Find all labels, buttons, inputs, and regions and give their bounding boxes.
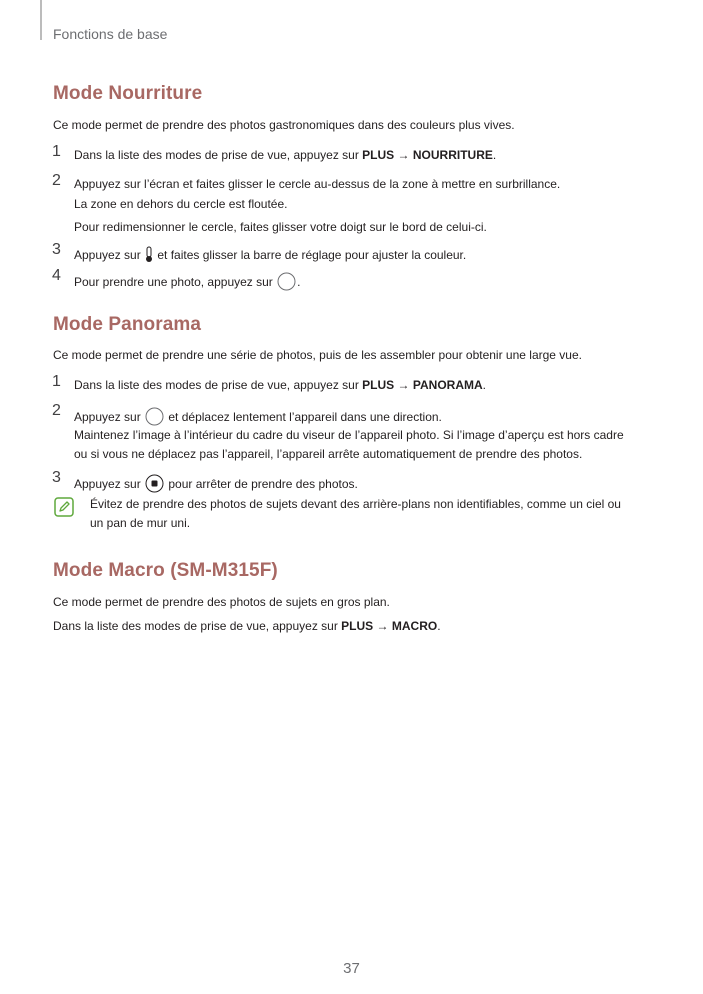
period: . bbox=[482, 378, 486, 392]
food-step-2-number: 2 bbox=[52, 172, 61, 189]
food-step-1 bbox=[74, 148, 496, 162]
panorama-mode-title: Mode Panorama bbox=[53, 314, 202, 335]
panorama-step-3 bbox=[74, 474, 358, 496]
food-step-3-number: 3 bbox=[52, 241, 61, 258]
food-step-2-line-1: Appuyez sur l’écran et faites glisser le cercle au-dessus de la zone à mettre en surbrillance. bbox=[74, 177, 561, 191]
arrow: → bbox=[397, 148, 410, 162]
food-step-4-pre: Pour prendre une photo, appuyez sur bbox=[74, 275, 277, 290]
nourriture-label: NOURRITURE bbox=[412, 148, 493, 162]
header-rule bbox=[40, 0, 42, 40]
arrow: → bbox=[376, 619, 389, 633]
macro-instruction bbox=[53, 619, 441, 633]
panorama-label: PANORAMA bbox=[412, 378, 483, 392]
note-icon bbox=[54, 497, 74, 522]
panorama-step-1-text: Dans la liste des modes de prise de vue, appuyez sur bbox=[74, 378, 363, 392]
macro-instruction-text: Dans la liste des modes de prise de vue, appuyez sur bbox=[53, 619, 342, 633]
panorama-step-3-post: pour arrêter de prendre des photos. bbox=[165, 477, 358, 492]
panorama-intro: Ce mode permet de prendre une série de photos, puis de les assembler pour obtenir une large vue. bbox=[53, 348, 582, 362]
panorama-step-2-line-3: ou si vous ne déplacez pas l’appareil, l’appareil arrête automatiquement de prendre des photos. bbox=[74, 447, 583, 461]
section-header: Fonctions de base bbox=[53, 26, 168, 42]
panorama-step-2-post: et déplacez lentement l’appareil dans une direction. bbox=[165, 410, 442, 425]
note-line-1: Évitez de prendre des photos de sujets devant des arrière-plans non identifiables, comme un ciel ou bbox=[90, 497, 621, 511]
food-step-3 bbox=[74, 246, 466, 266]
plus-label: PLUS bbox=[362, 148, 395, 162]
thermometer-icon bbox=[145, 246, 153, 266]
food-step-3-pre: Appuyez sur bbox=[74, 248, 145, 263]
shutter-button-icon bbox=[277, 272, 296, 294]
food-step-4 bbox=[74, 272, 300, 294]
page-number: 37 bbox=[343, 960, 360, 977]
panorama-step-1 bbox=[74, 378, 486, 392]
plus-label: PLUS bbox=[341, 619, 374, 633]
macro-intro: Ce mode permet de prendre des photos de sujets en gros plan. bbox=[53, 595, 390, 609]
food-step-2-line-3: Pour redimensionner le cercle, faites glisser votre doigt sur le bord de celui-ci. bbox=[74, 220, 487, 234]
panorama-step-2-pre: Appuyez sur bbox=[74, 410, 145, 425]
food-step-1-number: 1 bbox=[52, 143, 61, 160]
plus-label: PLUS bbox=[362, 378, 395, 392]
panorama-step-1-number: 1 bbox=[52, 373, 61, 390]
period: . bbox=[492, 148, 497, 162]
food-step-1-text: Dans la liste des modes de prise de vue, appuyez sur bbox=[74, 148, 363, 162]
period: . bbox=[437, 619, 441, 633]
arrow: → bbox=[397, 378, 410, 392]
food-step-2-line-2: La zone en dehors du cercle est floutée. bbox=[74, 197, 288, 211]
food-step-3-post: et faites glisser la barre de réglage pour ajuster la couleur. bbox=[154, 248, 467, 263]
food-step-4-number: 4 bbox=[52, 267, 61, 284]
shutter-button-icon bbox=[145, 407, 164, 429]
period: . bbox=[297, 275, 301, 290]
panorama-step-3-pre: Appuyez sur bbox=[74, 477, 145, 492]
food-mode-title: Mode Nourriture bbox=[53, 83, 203, 104]
panorama-step-2 bbox=[74, 407, 442, 429]
note-line-2: un pan de mur uni. bbox=[90, 516, 191, 530]
panorama-step-2-number: 2 bbox=[52, 402, 61, 419]
stop-button-icon bbox=[145, 474, 164, 496]
macro-label: MACRO bbox=[391, 619, 438, 633]
panorama-step-2-line-2: Maintenez l’image à l’intérieur du cadre du viseur de l’appareil photo. Si l’image d’aperçu est hors cadre bbox=[74, 428, 624, 442]
panorama-step-3-number: 3 bbox=[52, 469, 61, 486]
macro-mode-title: Mode Macro (SM-M315F) bbox=[53, 560, 278, 581]
food-intro: Ce mode permet de prendre des photos gastronomiques dans des couleurs plus vives. bbox=[53, 118, 515, 132]
